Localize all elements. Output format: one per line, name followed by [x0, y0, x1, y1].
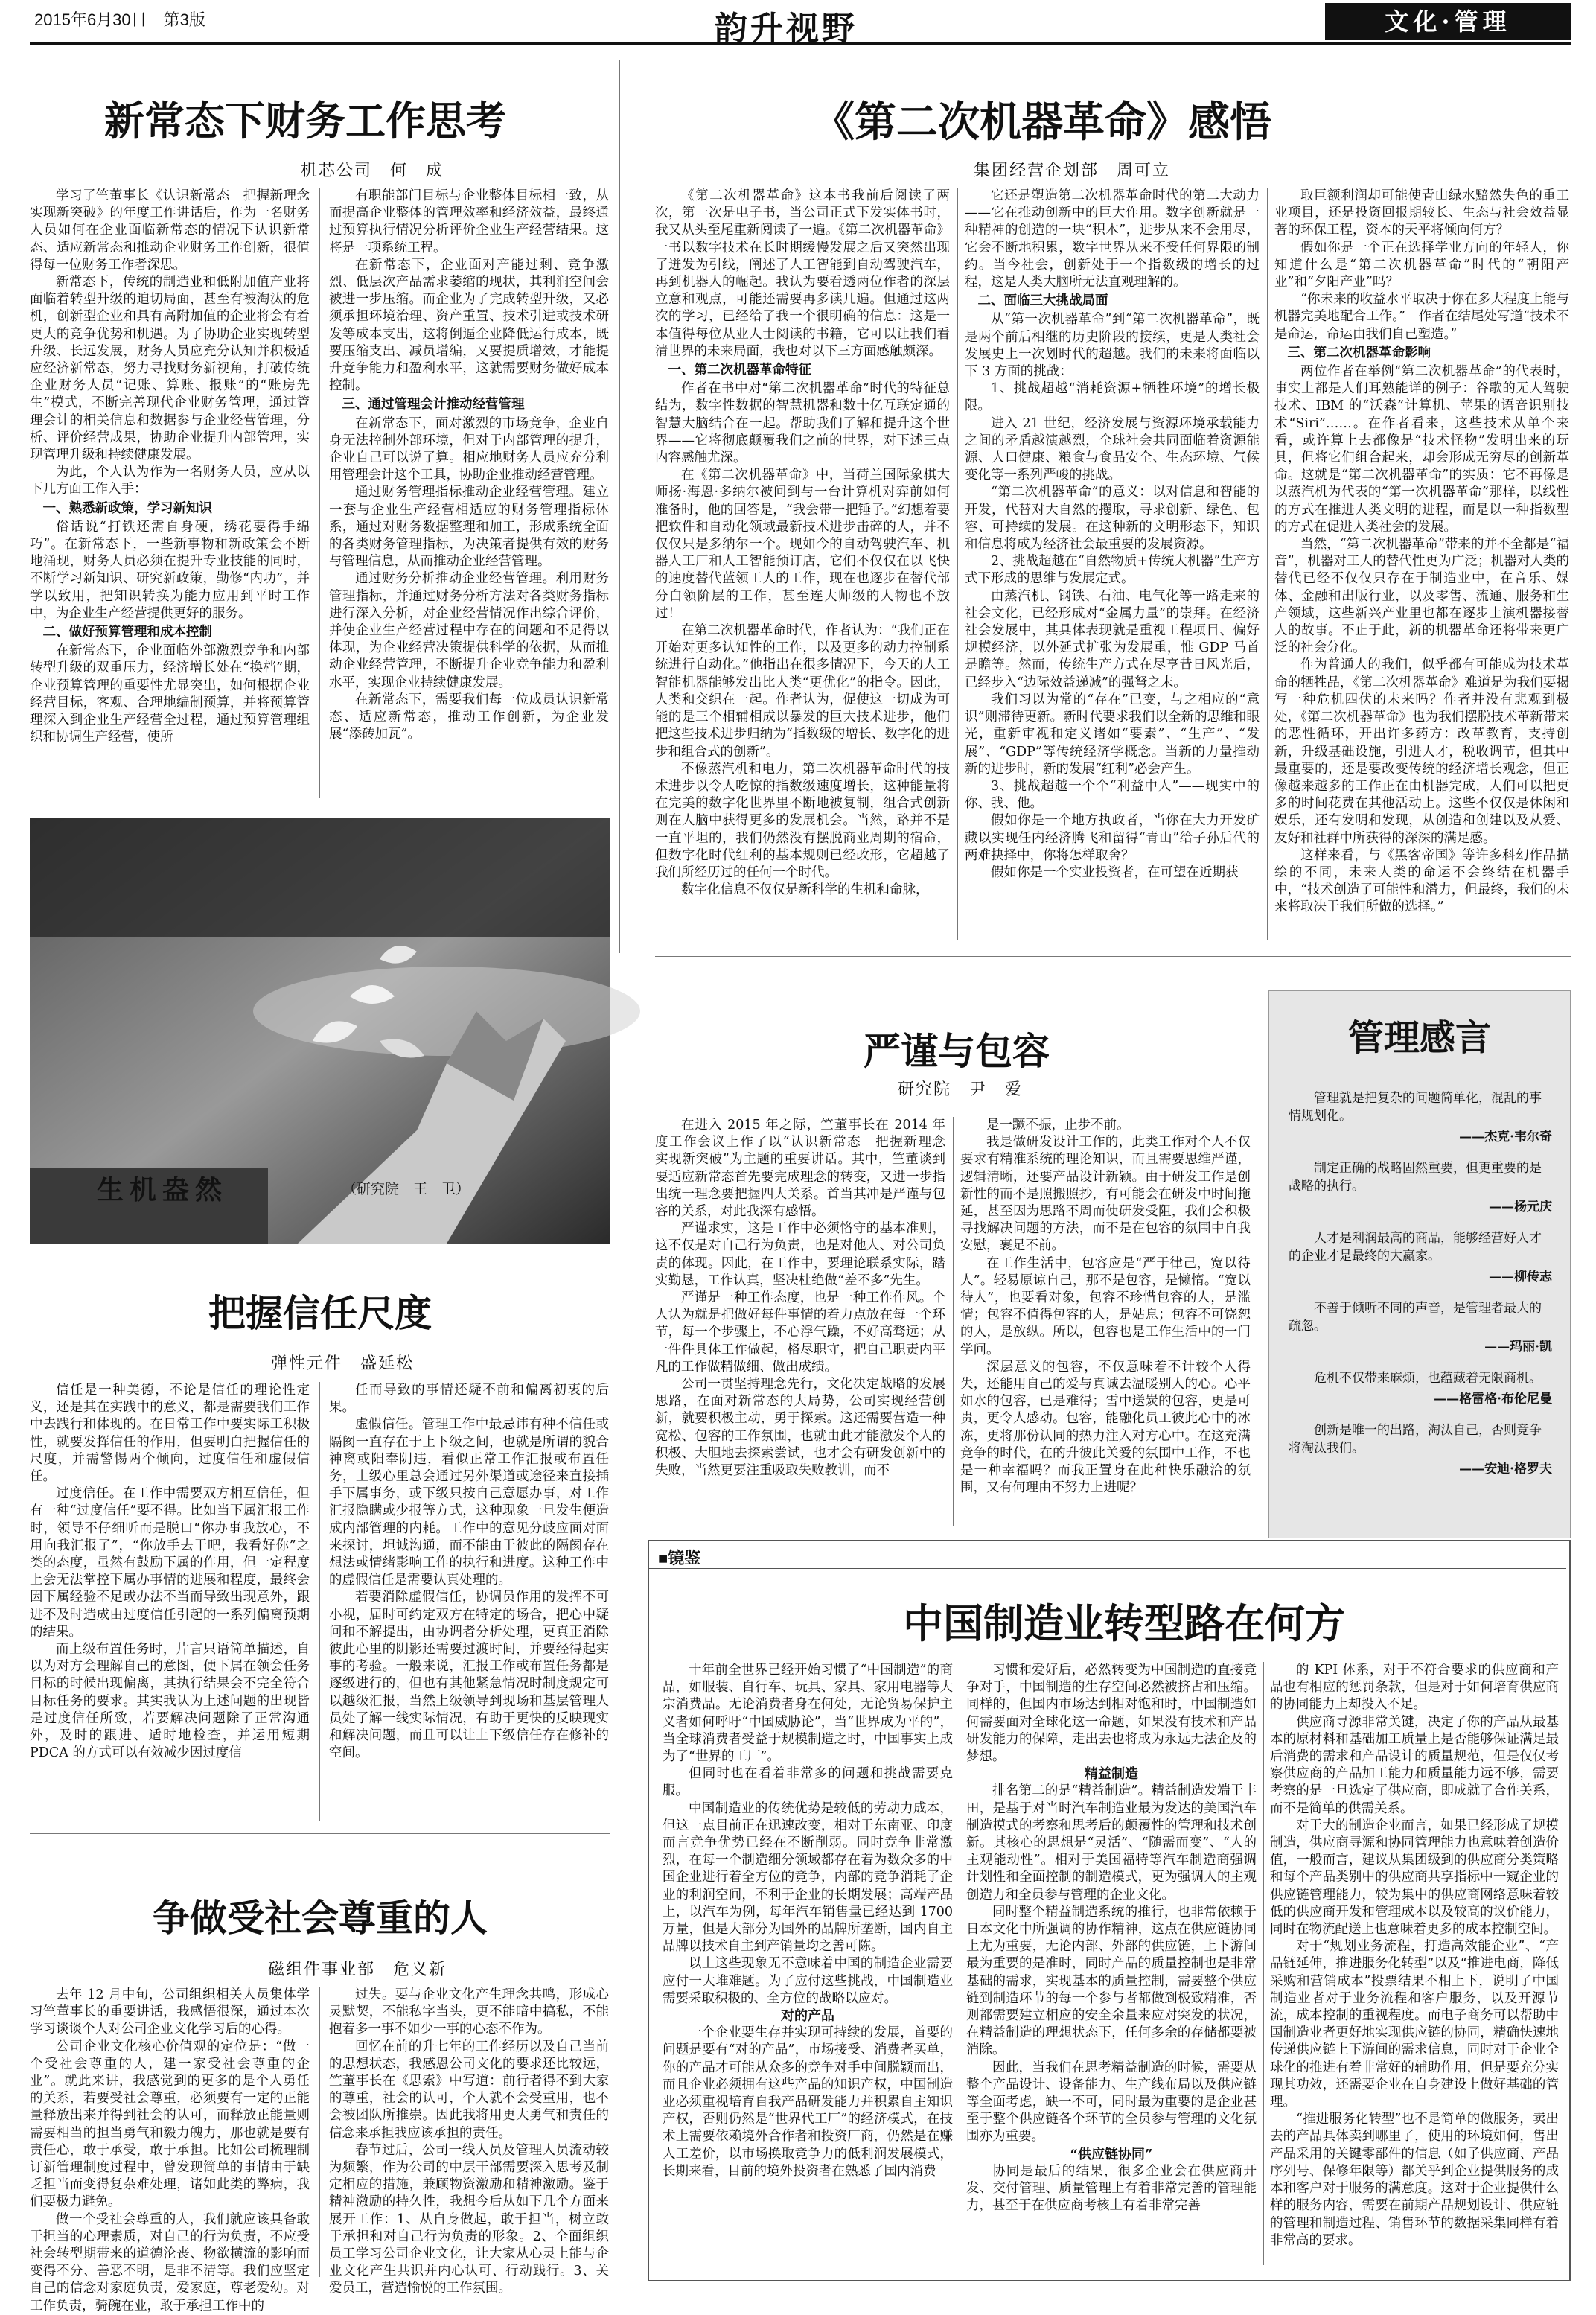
- issue-date: 2015年6月30日 第3版: [34, 10, 205, 29]
- paragraph: 学习了竺董事长《认识新常态 把握新理念 实现新突破》的年度工作讲话后，作为一名财务人员如何在企业面临新常态的情况下认识新常态、适应新常态和推动企业财务工作创新，很值得每一位财务工作者深思。: [30, 188, 323, 273]
- paragraph: 1、挑战超越“消耗资源+牺牲环境”的增长极限。: [965, 381, 1260, 414]
- article3-title: 争做受社会尊重的人: [153, 1896, 488, 1940]
- quote-author: ——格雷格·布伦尼曼: [1434, 1392, 1552, 1407]
- article1-column-1: [30, 188, 323, 807]
- paragraph: 公司一贯坚持理念先行，文化决定战略的发展思路，在面对新常态的大局势，公司实现经营创新，就要积极主动，勇于探索。这还需要营造一种宽松、包容的工作氛围，也就由此才能激发个人的积极、大胆地去探索尝试，也才会有研发创新中的失败，当然更要注重吸取失败教训，而不: [655, 1377, 945, 1479]
- article4-column-1: [655, 188, 950, 947]
- paragraph: 取巨额利润却可能使青山绿水黯然失色的重工业项目，还是投资回报期较长、生态与社会效益显著的环保工程，资本的天平将倾向何方？: [1274, 188, 1569, 238]
- article4-title: 《第二次机器革命》感悟: [813, 98, 1271, 147]
- article-divider: [655, 956, 1571, 957]
- paragraph: 当然，“第二次机器革命”带来的并不全都是“福音”，机器对工人的替代性更为广泛；机器对人类的替代已经不仅仅只存在于制造业中，在音乐、媒体、金融和出版行业，以及零售、流通、服务和生产领域，这些新兴产业里也都在逐步上演机器接替人的故事。不止于此，新的机器革命还将带来更广泛的社会分化。: [1274, 537, 1569, 656]
- quote-author: ——杨元庆: [1489, 1200, 1552, 1214]
- quote-text: 制定正确的战略固然重要，但更重要的是战略的执行。: [1289, 1161, 1542, 1194]
- header-rule: [30, 42, 1571, 45]
- column-divider: [953, 1117, 954, 1526]
- paragraph: 假如你是一个正在选择学业方向的年轻人，你知道什么是“第二次机器革命”时代的“朝阳产业”和“夕阳产业”吗？: [1274, 240, 1569, 290]
- paragraph: “你未来的收益水平取决于你在多大程度上能与机器完美地配合工作。” 作者在结尾处写道“技术不是命运，命运由我们自己塑造。”: [1274, 292, 1569, 342]
- paragraph: 严谨是一种工作态度，也是一种工作作风。个人认为就是把做好每件事情的着力点放在每一个环节，每一个步骤上，不心浮气躁，不好高骛远；从一件件具体工作做起，格尽职守，把自己职责内平凡的工作做精做细、做出成绩。: [655, 1290, 945, 1375]
- article5-title: 严谨与包容: [864, 1029, 1050, 1073]
- subheading: “供应链协同”: [1070, 2146, 1153, 2162]
- paragraph: 同时整个精益制造系统的推行，也非常依赖于日本文化中所强调的协作精神，这点在供应链协同上尤为重要，无论内部、外部的供应链，上下游间最为重要的是准时，同时产品的质量控制也是非常基础的需求，实现基本的质量控制，需要整个供应链到制造环节的每一个参与者都做到极致精准，否则都需要建立相应的安全余量来应对突发的状况，在精益制造的理想状态下，任何多余的存储都要被消除。: [966, 1904, 1257, 2058]
- paragraph: 的 KPI 体系，对于不符合要求的供应商和产品也有相应的惩罚条款，但是对于如何培育供应商的协同能力上却投入不足。: [1270, 1663, 1559, 1713]
- paragraph: 不像蒸汽机和电力，第二次机器革命时代的技术进步以令人吃惊的指数级速度增长，这种能量将在完美的数字化世界里不断地被复制，组合式创新则在人脑中获得更多的发展机会。当然，路并不是一直平坦的，我们仍然没有摆脱商业周期的宿命，但数字化时代红利的基本规则已经改形，它超越了我们所经历过的任何一个时代。: [655, 761, 950, 880]
- quote-text: 危机不仅带来麻烦，也蕴藏着无限商机。: [1314, 1371, 1542, 1386]
- article4-column-3: [1274, 188, 1569, 947]
- article4-byline: 集团经营企划部 周可立: [973, 162, 1170, 180]
- paragraph: 对于大的制造企业而言，如果已经形成了规模制造，供应商寻源和协同管理能力也意味着创造价值，一般而言，建议从集团级到的供应商分类策略和每个产品类别中的供应商共享指标中一窥企业的供应链管理能力，较为集中的供应商网络意味着较低的供应商开发和管理成本以及较高的议价能力，同时在物流配送上也意味着更多的成本控制空间。: [1270, 1818, 1559, 1937]
- article4-column-2: [965, 188, 1260, 947]
- paragraph: 进入 21 世纪，经济发展与资源环境承载能力之间的矛盾越演越烈，全球社会共同面临着资源能源、人口健康、粮食与食品安全、生态环境、气候变化等一系列严峻的挑战。: [965, 415, 1260, 483]
- paragraph: 我们习以为常的“存在”已变，与之相应的“意识”则滞待更新。新时代要求我们以全新的思维和眼光，重新审视和定义诸如“要素”、“生产”、“发展”、“GDP”等传统经济学概念。当新的力量推动新的进步时，新的发展“红利”必会产生。: [965, 692, 1260, 777]
- paragraph: 若要消除虚假信任，协调员作用的发挥不可小视，届时可约定双方在特定的场合，把心中疑问和不解提出，由协调者分析处理，更真正消除彼此心里的阴影还需要过渡时间，并要经得起实事的考验。一般来说，汇报工作或布置任务都是逐级进行的，但也有其他紧急情况时制度规定可以越级汇报，当然上级领导到现场和基层管理人员处了解一线实际情况，有助于更快的反映现实和解决问题，而且可以让上下级信任存在修补的空间。: [329, 1590, 609, 1761]
- paragraph: 而上级布置任务时，片言只语简单描述，自以为对方会理解自己的意图，便下属在领会任务目标的时候出现偏离，其执行结果会不完全符合目标任务的要求。其实我认为上述问题的出现皆是过度信任所致，若要解决问题除了正常沟通外，及时的跟进、适时地检查，并运用短期 PDCA 的方式可以有效减少因过度信: [30, 1642, 310, 1761]
- management-quotes-box: [1268, 990, 1571, 1538]
- photo-tree-stump: [30, 818, 610, 1244]
- paragraph: 信任是一种美德，不论是信任的理论性定义，还是其在实践中的意义，都是需要我们工作中去践行和体现的。在日常工作中要实际工积极性，就要发挥信任的作用，但要明白把握信任的尺度，并需警惕两个倾向，过度信任和虚假信任。: [30, 1383, 310, 1485]
- subheading: 精益制造: [1085, 1766, 1138, 1783]
- quote-author: ——杰克·韦尔奇: [1459, 1130, 1552, 1144]
- quote-text: 管理就是把复杂的问题简单化，混乱的事情规划化。: [1289, 1091, 1542, 1124]
- paragraph: 中国制造业的传统优势是较低的劳动力成本，但这一点目前正在迅速改变，相对于东南亚、印度而言竞争优势已经在不断削弱。同时竞争非常激烈，在每一个制造细分领域都存在着为数众多的中国企业进行着全方位的竞争，内部的竞争消耗了企业的利润空间，不利于企业的长期发展；高端产品上，以汽车为例，每年汽车销售量已经达到 1700 万量，但是大部分为国外的品牌所垄断，国内自主品牌以技术自主到产销量均之善可陈。: [663, 1800, 953, 1955]
- paragraph: 严谨求实，这是工作中必须恪守的基本准则，这不仅是对自己行为负责，也是对他人、对公司负责的体现。因此，在工作中，要理论联系实际，踏实勤恳，工作认真，坚决杜绝做“差不多”先生。: [655, 1221, 945, 1288]
- paragraph: 新常态下，传统的制造业和低附加值产业将面临着转型升级的迫切局面，甚至有被淘汰的危机，创新型企业和具有高附加值的企业将会有着更大的竞争优势和机遇。为了协助企业实现转型升级、长远发展，财务人员应充分认知并积极适应经济新常态，努力寻找财务新视角，打破传统企业财务人员“记账、算账、报账”的“账房先生”模式，不断完善现代企业财务管理，通过管理会计的相关信息和数据参与企业经营管理，分析、评价经营成果，协助企业提升内部管理，实现管理升级和持续健康发展。: [30, 275, 310, 463]
- paragraph: 回忆在前的升七年的工作经历以及自己当前的思想状态，我感恩公司文化的要求还比较远，竺董事长在《思索》中写道：前行者得不到大家的尊重，社会的认可，个人就不会受重用，也不会被团队所推崇。因此我将用更大勇气和责任的信念来承担我应该承担的责任。: [329, 2039, 609, 2141]
- paragraph: 作者在书中对“第二次机器革命”时代的特征总结为，数字性数据的智慧机器和数十亿互联定通的智慧大脑结合在一起。帮助我们了解和提升这个世界——它将彻底颠覆我们之前的世界，对下述三点内容感触尤深。: [655, 381, 950, 466]
- article1-byline: 机芯公司 何 成: [300, 162, 444, 180]
- section-label: 文化·管理: [1325, 3, 1571, 40]
- article2-column-2: [329, 1382, 609, 1829]
- paragraph: 深层意义的包容，不仅意味着不计较个人得失，还能用自己的爱与真诚去温暖别人的心。心平如水的包容，已是难得；雪中送炭的包容，更是可贵，更令人感动。包容，能融化员工彼此心中的冰冻，更将那份认同的热力注入对方心中。在这充满竞争的时代，在的升彼此关爱的氛围中工作，不也是一种幸福吗？而我正置身在此种快乐融洽的氛围，又有何理由不努力上进呢？: [960, 1359, 1251, 1496]
- photo-caption: 生机盎然: [97, 1174, 229, 1206]
- paragraph: 公司企业文化核心价值观的定位是：“做一个受社会尊重的人，建一家受社会尊重的企业”。就此来讲，我感觉到的更多的是个人勇任的关系，若要受社会尊重，必须要有一定的正能量释放出来并得到社会的认可，而释放正能量则需要相当的担当勇气和毅力魄力，那也就是要有责任心，敢于承受，敢于承担。比如公司梳理制订新管理制度过程中，曾发现简单的事情由于缺乏担当而变得复杂难处理，诸如此类的弊病，我们要极力避免。: [30, 2039, 310, 2210]
- column-divider: [1263, 1662, 1264, 2265]
- column-divider: [1267, 188, 1268, 940]
- paragraph: 在新常态下，需要我们每一位成员认识新常态、适应新常态，推动工作创新，为企业发展“添砖加瓦”。: [329, 692, 609, 742]
- column-tag: ■镜鉴: [658, 1549, 701, 1567]
- column-divider: [319, 188, 320, 798]
- photo-credit: （研究院 王 卫）: [342, 1181, 470, 1197]
- paragraph: 过度信任。在工作中需要双方相互信任，但有一种“过度信任”要不得。比如当下属汇报工作时，领导不仔细听而是脱口“你办事我放心，不用向我汇报了”，“你放手去干吧，我看好你”之类的态度，虽然有鼓励下属的作用，但一定程度上会无法掌控下属办事情的进展和程度，最终会因下属经验不足或办法不当而导致出现意外，跟进不及时造成由过度信任引起的一系列偏离预期的结果。: [30, 1486, 310, 1640]
- section-heading: 一、熟悉新政策，学习新知识: [42, 500, 212, 516]
- paragraph: 因此，当我们在思考精益制造的时候，需要从整个产品设计、设备能力、生产线布局以及供应链等全面考虑，缺一不可，同时最为重要的是企业甚至于整个供应链各个环节的全员参与管理的文化氛围亦为重要。: [966, 2060, 1257, 2144]
- column-divider: [319, 1382, 320, 1821]
- article5-column-1: [655, 1117, 959, 1534]
- paragraph: 在第二次机器革命时代，作者认为：“我们正在开始对更多认知性的工作，以及更多的动力控制系统进行自动化。”他指出在很多情况下，今天的人工智能机器能够发出比人类“更优化”的指令。因此，人类和交织在一起。作者认为，促使这一切成为可能的是三个相辅相成以暴发的巨大技术进步，他们把这些技术进步归纳为“指数级的增长、数字化的进步和组合式的创新”。: [655, 623, 950, 760]
- article6-column-3: [1270, 1662, 1559, 2270]
- paragraph: 《第二次机器革命》这本书我前后阅读了两次，第一次是电子书，当公司正式下发实体书时，我又从头至尾重新阅读了一遍。《第二次机器革命》一书以数字技术在长时期缓慢发展之后又突然出现了迸发为引线，阐述了人工智能到自动驾驶汽车，再到机器人的崛起。我认为要看透两位作者的深层立意和观点，可能还需要再多读几遍。但通过这两次的学习，已经给了我一个很明确的信息：这是一本值得每位从业人士阅读的书籍，它可以让我们看清世界的未来局面，我也对以下三方面感触颇深。: [655, 188, 950, 359]
- paragraph: 通过财务分析推动企业经营管理。利用财务管理指标，并通过财务分析方法对各类财务指标进行深入分析，对企业经营情况作出综合评价，并使企业生产经营过程中存在的问题和不足得以体现，为企业经营决策提供科学的依据，从而推动企业经营管理，不断提升企业竞争能力和盈利水平，实现企业持续健康发展。: [329, 571, 609, 690]
- column-divider: [957, 188, 958, 940]
- paragraph: 在新常态下，企业面对产能过剩、竞争激烈、低层次产品需求萎缩的现状，其利润空间会被进一步压缩。而企业为了完成转型升级，又必须承担环境治理、资产重置、技术引进或技术研发等成本支出，这将倒逼企业降低运行成本，既要压缩支出、减员增编，又要提质增效，才能提升竞争能力和盈利水平，这就需要财务做好成本控制。: [329, 257, 609, 394]
- article5-column-2: [960, 1117, 1251, 1534]
- paragraph: 作为普通人的我们，似乎都有可能成为技术革命的牺牲品，《第二次机器革命》难道是为我们要揭写一种危机四伏的未来吗？作者并没有悲观到极处，《第二次机器革命》也为我们摆脱技术革新带来的恶性循环，开出许多药方：改革教育，支持创新，升级基础设施，引进人才，税收调节，但其中最重要的，还是要改变传统的经济增长观念，但正像越来越多的工作正在由机器完成，人们可以把更多的时间花费在其他活动上。这些不仅仅是休闲和娱乐，还有发明和发现，从创造和创建以及从爱、友好和社群中所获得的深深的满足感。: [1274, 657, 1569, 846]
- masthead: 韵升视野: [715, 10, 858, 48]
- article5-byline: 研究院 尹 爱: [897, 1080, 1023, 1099]
- quote-list: [1289, 1089, 1552, 1491]
- paragraph: 这样来看，与《黑客帝国》等许多科幻作品描绘的不同，未来人类的命运不会终结在机器手中，“技术创造了可能性和潜力，但最终，我们的未来将取决于我们所做的选择。”: [1274, 847, 1569, 915]
- paragraph: 一个企业要生存并实现可持续的发展，首要的问题是要有“对的产品”，市场接受、消费者买单，你的产品才可能从众多的竞争对手中间脱颖而出，而且企业必须拥有这些产品的知识产权，中国制造业必须重视培育自我产品研发能力并积累自主知识产权，否则仍然是“世界代工厂”的经济模式，在技术上需要依赖境外合作者和投资厂商，仍然是在赚人工差价，以市场换取竞争力的低利润发展模式，长期来看，目前的境外投资者在熟悉了国内消费: [663, 2025, 953, 2179]
- subheading: 对的产品: [781, 2008, 834, 2025]
- article6-column-2: [966, 1662, 1257, 2270]
- paragraph: 协同是最后的结果，很多企业会在供应商开发、交付管理、质量管理上有着非常完善的管理能力，甚至于在供应商考核上有着非常完善: [966, 2163, 1257, 2214]
- paragraph: 十年前全世界已经开始习惯了“中国制造”的商品，如服装、自行车、玩具、家具、家用电器等大宗消费品。无论消费者身在何处，无论贸易保护主义者如何呼吁“中国威胁论”，当“世界成为平的”，当全球消费者受益于规模制造之时，中国事实上成为了“世界的工厂”。: [663, 1663, 953, 1765]
- paragraph: 但同时也在看着非常多的问题和挑战需要克服。: [663, 1766, 953, 1799]
- paragraph: 两位作者在举例“第二次机器革命”的代表时，事实上都是人们耳熟能详的例子：谷歌的无人驾驶技术、IBM 的“沃森”计算机、苹果的语音识别技术“Siri”……。在作者看来，这些技术从单个来看，或许算上去都像是“技术怪物”发明出来的玩具，但将它们组合起来，却会形成无穷尽的创新革命。这就是“第二次机器革命”的实质：它不再像是以蒸汽机为代表的“第一次机器革命”那样，以线性的方式在推进人类文明的进程，而是以一种指数型的方式在促进人类社会的发展。: [1274, 364, 1569, 535]
- paragraph: 我是做研发设计工作的，此类工作对个人不仅要求有精准系统的理论知识，而且需要思维严谨，逻辑清晰，还要产品设计新颖。由于研发工作是创新性的而不是照搬照抄，有可能会在研发中时间拖延，甚至因为思路不周而使研发受阻，我们会积极寻找解决问题的方法，而不是在包容的氛围中自我安慰，裹足不前。: [960, 1135, 1251, 1254]
- quote-author: ——安迪·格罗夫: [1459, 1462, 1552, 1477]
- paragraph: 3、挑战超越一个个“利益中人”——现实中的你、我、他。: [965, 778, 1260, 812]
- paragraph: 从“第一次机器革命”到“第二次机器革命”，既是两个前后相继的历史阶段的接续，更是人类社会发展史上一次划时代的超越。我们的未来将面临以下 3 方面的挑战：: [965, 312, 1260, 380]
- paragraph: 2、挑战超越在“自然物质+传统大机器”生产方式下形成的思维与发展定式。: [965, 554, 1260, 587]
- paragraph: 对于“规划业务流程，打造高效能企业”、“产品链延伸，推进服务化转型”以及“推进电商，降低采购和营销成本”投票结果不相上下，说明了中国制造业者对于业务流程和客户服务，以及开源节流，成本控制的重视程度。而电子商务可以帮助中国制造业者更好地实现供应链的协同，精确快速地传递供应链上下游间的需求信息，同时对于企业全球化的推进有着非常好的辅助作用，但是要充分实现其功效，还需要企业在自身建设上做好基础的管理。: [1270, 1939, 1559, 2110]
- paragraph: 在《第二次机器革命》中，当荷兰国际象棋大师扬·海恩·多纳尔被问到与一台计算机对弈前如何准备时，他的回答是，“我会带一把锤子。”幻想着要把软件和自动化领域最新技术进步击碎的人，并不仅仅只是多纳尔一个。现如今的自动驾驶汽车、机器人工厂和人工智能预订店，它们不仅仅在以飞快的速度替代蓝领工人的工作，现在也逐步在替代部分白领阶层的工作，甚至连大师级的人物也不放过！: [655, 468, 950, 621]
- sidebar-title: 管理感言: [1347, 1017, 1491, 1059]
- quote-text: 创新是唯一的出路，淘汰自己，否则竞争将淘汰我们。: [1289, 1423, 1542, 1456]
- section-heading: 三、通过管理会计推动经营管理: [342, 397, 525, 413]
- paragraph: 有职能部门目标与企业整体目标相一致，从而提高企业整体的管理效率和经济效益，最终通过预算执行情况分析评价企业生产经营结果。这将是一项系统工程。: [329, 188, 609, 255]
- paragraph: 春节过后，公司一线人员及管理人员流动较为频繁，作为公司的中层干部需要深入思考及制定相应的措施，兼顾物资激励和精神激励。鉴于精神激励的持久性，我想今后从如下几个方面来展开工作：1、从自身做起，敢于担当，树立敢于承担和对自己行为负责的形象。2、全面组织员工学习公司企业文化，让大家从心灵上能与企业文化产生共识并内心认可、行动践行。3、关爱员工，营造愉悦的工作氛围。: [329, 2142, 609, 2296]
- paragraph: 供应商寻源非常关键，决定了你的产品从最基本的原材料和基础加工质量上是否能够保证满足最后消费的需求和产品设计的质量规范，但是仅仅考察供应商的产品加工能力和质量能力远不够，需要考察的是一旦选定了供应商，即成就了合作关系，而不是简单的供需关系。: [1270, 1714, 1559, 1816]
- paragraph: “推进服务化转型”也不是简单的做服务，卖出去的产品具体卖到哪里了，使用的环境如何，售出产品采用的关键零部件的信息（如子供应商、产品序列号、保修年限等）都关乎到企业提供服务的成本和客户对于服务的满意度。这对于企业提供什么样的服务内容，需要在前期产品规划设计、供应链的管理和制造过程、销售环节的数据采集同样有着非常高的要求。: [1270, 2112, 1559, 2248]
- paragraph: 数字化信息不仅仅是新科学的生机和命脉，: [681, 882, 929, 898]
- article6-title: 中国制造业转型路在何方: [903, 1599, 1345, 1647]
- paragraph: 在新常态下，企业面临外部激烈竞争和内部转型升级的双重压力，经济增长处在“换档”期，企业预算管理的重要性尤显突出，如何根据企业经营目标，客观、合理地编制预算，并将预算管理深入到企业生产经营全过程，通过预算管理组织和协调生产经营，使所: [30, 643, 310, 745]
- section-divider: [619, 60, 620, 953]
- quote-author: ——柳传志: [1489, 1270, 1552, 1284]
- article1-title: 新常态下财务工作思考: [104, 97, 506, 144]
- section-heading: 二、做好预算管理和成本控制: [42, 625, 212, 640]
- article6-column-1: [663, 1662, 953, 2270]
- article2-column-1: [30, 1382, 310, 1829]
- paragraph: 为此，个人认为作为一名财务人员，应从以下几方面工作入手：: [30, 465, 310, 497]
- paragraph: 习惯和爱好后，必然转变为中国制造的直接竞争对手，中国制造的生存空间必然被挤占和压缩。同样的，但国内市场达到相对饱和时，中国制造如何需要面对全球化这一命题，如果没有技术和产品研发能力的保障，走出去也将成为永远无法企及的梦想。: [966, 1663, 1257, 1765]
- quote-author: ——玛丽·凯: [1484, 1340, 1552, 1354]
- paragraph: 在工作生活中，包容应是“严于律己，宽以待人”。轻易原谅自己，那不是包容，是懒惰。“宽以待人”，也要看对象，包容不珍惜包容的人，是滥情；包容不值得包容的人，是姑息；包容不可饶恕的人，是放纵。所以，包容也是工作生活中的一门学问。: [960, 1255, 1251, 1357]
- paragraph: 假如你是一个地方执政者，当你在大力开发矿藏以实现任内经济腾飞和留得“青山”给子孙后代的两难抉择中，你将怎样取舍？: [965, 813, 1260, 863]
- article3-column-2: [329, 1987, 609, 2296]
- paragraph: 以上这些现象无不意味着中国的制造企业需要应付一大堆难题。为了应付这些挑战，中国制造业需要采取积极的、全方位的战略以应对。: [663, 1956, 953, 2006]
- quote-text: 人才是利润最高的商品，能够经营好人才的企业才是最终的大赢家。: [1289, 1231, 1542, 1264]
- paragraph: 是一蹶不振，止步不前。: [986, 1118, 1130, 1133]
- paragraph: 排名第二的是“精益制造”。精益制造发端于丰田，是基于对当时汽车制造业最为发达的美国汽车制造模式的考察和思考后的颠覆性的管理和技术创新。其核心的思想是“灵活”、“随需而变”、“人的主观能动性”。相对于美国福特等汽车制造商强调计划性和全面控制的制造模式，更为强调人的主观创造力和全员参与管理的企业文化。: [966, 1783, 1257, 1902]
- article-divider: [30, 1833, 610, 1834]
- article1-column-2: [329, 188, 609, 807]
- section-heading: 二、面临三大挑战局面: [977, 293, 1108, 309]
- paragraph: 由蒸汽机、钢铁、石油、电气化等一路走来的社会文化，已经形成对“金属力量”的崇拜。在经济社会发展中，其具体表现就是重视工程项目、偏好规模经济，以外延式扩张为发展重，惟 GDP 马首是瞻等。然而，传统生产方式在尽享昔日风光后，已经步入“边际效益递减”的强弩之末。: [965, 588, 1260, 690]
- column-divider: [319, 1987, 320, 2277]
- paragraph: “第二次机器革命”的意义：以对信息和智能的开发，代替对大自然的攫取，寻求创新、绿色、包容、可持续的发展。在这种新的文明形态下，知识和信息将成为经济社会最重要的发展资源。: [965, 485, 1260, 553]
- paragraph: 通过财务管理指标推动企业经营管理。建立一套与企业生产经营相适应的财务管理指标体系，通过对财务数据整理和加工，形成系统全面的各类财务管理指标，为决策者提供有效的财务与管理信息，从而推动企业经营管理。: [329, 485, 609, 570]
- paragraph: 去年 12 月中旬，公司组织相关人员集体学习竺董事长的重要讲话，我感悟很深，通过本次学习谈谈个人对公司企业文化学习后的心得。: [30, 1987, 310, 2037]
- article2-byline: 弹性元件 盛延松: [270, 1354, 414, 1373]
- paragraph: 它还是塑造第二次机器革命时代的第二大动力——它在推动创新中的巨大作用。数字创新就是一种精神的创造的一块“积木”，进步从来不会用尽，它会不断地积累，数字世界从来不受任何界限的制约。当今社会，创新处于一个指数级的增长的过程，这是人类大脑所无法直观理解的。: [965, 188, 1260, 290]
- article3-column-1: [30, 1987, 310, 2314]
- section-heading: 三、第二次机器革命影响: [1287, 345, 1431, 360]
- article2-title: 把握信任尺度: [208, 1291, 432, 1335]
- tag-rule: [649, 1568, 1566, 1569]
- article3-byline: 磁组件事业部 危义新: [267, 1961, 447, 1979]
- paragraph: 虚假信任。管理工作中最忌讳有种不信任或隔阂一直存在于上下级之间，也就是所谓的貌合神离或阳奉阴违，看似正常工作汇报或布置任务，上级心里总会通过另外渠道或途径来直接插手下属事务，或下级只按自己意愿办事，对工作汇报隐瞒或少报等方式，这种现象一旦发生便造成内部管理的内耗。工作中的意见分歧应面对面来探讨，坦诚沟通，而不能由于彼此的隔阂存在想法或情绪影响工作的执行和进度。这种工作中的虚假信任是需要认真处理的。: [329, 1417, 609, 1588]
- section-heading: 一、第二次机器革命特征: [668, 363, 811, 378]
- paragraph: 任而导致的事情还疑不前和偏离初衷的后果。: [329, 1383, 609, 1416]
- paragraph: 假如你是一个实业投资者，在可望在近期获: [991, 864, 1239, 880]
- paragraph: 在新常态下，面对激烈的市场竞争，企业自身无法控制外部环境，但对于内部管理的提升，企业自己可以说了算。相应地财务人员应充分利用管理会计这个工具，协助企业推动经营管理。: [329, 415, 609, 483]
- paragraph: 在进入 2015 年之际，竺董事长在 2014 年度工作会议上作了以“认识新常态 把握新理念 实现新突破”为主题的重要讲话。其中，竺董谈到要适应新常态首先要完成理念的转变，又进一步指出统一理念要把握四大关系。首当其冲是严谨与包容的关系，对此我深有感悟。: [655, 1118, 959, 1220]
- paragraph: 过失。要与企业文化产生理念共鸣，形成心灵默契，不能私字当头，更不能暗中搞私，不能抱着多一事不如少一事的心态不作为。: [329, 1987, 609, 2037]
- quote-text: 不善于倾听不同的声音，是管理者最大的疏忽。: [1289, 1301, 1542, 1334]
- paragraph: 俗话说“打铁还需自身硬，绣花要得手绵巧”。在新常态下，一些新事物和新政策会不断地涌现，财务人员必须在提升专业技能的同时，不断学习新知识、研究新政策，勤修“内功”，并学以致用，把知识转换为能力应用到平时工作中，为企业生产经营提供更好的服务。: [30, 519, 310, 621]
- paragraph: 做一个受社会尊重的人，我们就应该具备敢于担当的心理素质，对自己的行为负责，不应受社会转型期带来的道德沦丧、物欲横流的影响而变得不分、善恶不明，是非不清等。我们应坚定自己的信念对家庭负责，爱家庭，尊老爱幼。对工作负责，骑碗在业，敢于承担工作中的: [30, 2211, 310, 2314]
